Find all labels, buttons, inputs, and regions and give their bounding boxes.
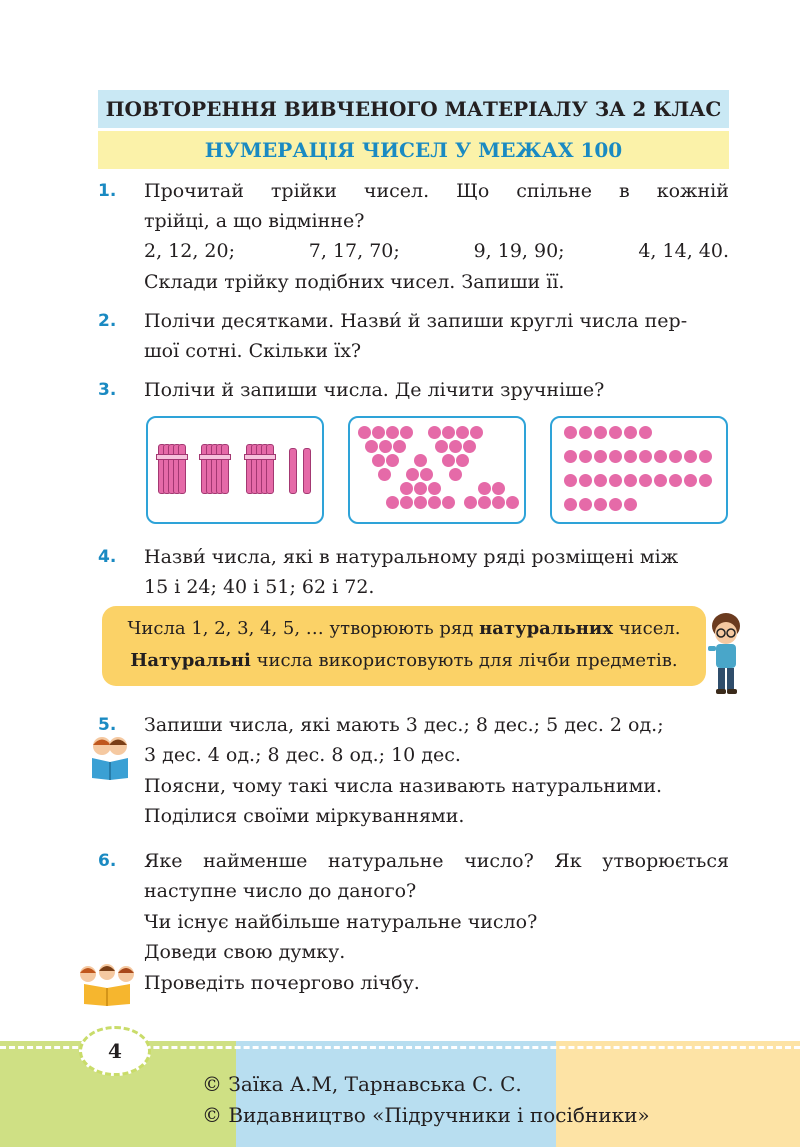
counting-dot [684, 450, 697, 463]
counting-dot [594, 474, 607, 487]
counting-dot [639, 474, 652, 487]
counting-dot [654, 450, 667, 463]
counting-dot [579, 474, 592, 487]
counting-dot [654, 474, 667, 487]
counting-stick [303, 448, 311, 494]
counting-dot [564, 474, 577, 487]
dots-groups-box [348, 416, 526, 524]
counting-dot [400, 482, 413, 495]
task-number: 4. [98, 547, 117, 567]
rule-text: Числа 1, 2, 3, 4, 5, … утворюють ряд натуральних чисел. [127, 618, 681, 639]
counting-dot [420, 468, 433, 481]
counting-dot [442, 426, 455, 439]
counting-dot [406, 468, 419, 481]
rule-box [102, 606, 706, 686]
page-number: 4 [79, 1026, 151, 1076]
counting-dot [492, 496, 505, 509]
task-text-line: Полічи й запиши числа. Де лічити зручніше? [144, 379, 605, 401]
counting-dot [414, 482, 427, 495]
rule-text: Натуральні числа використовують для лічби предметів. [130, 650, 678, 671]
triple: 7, 17, 70; [308, 240, 400, 262]
task-text-line: Поясни, чому такі числа називають натуральними. [144, 775, 663, 797]
counting-dot [669, 474, 682, 487]
counting-dot [579, 450, 592, 463]
counting-dot [624, 450, 637, 463]
counting-dot [470, 426, 483, 439]
task-text-line: шої сотні. Скільки їх? [144, 340, 362, 362]
task-text-line: Запиши числа, які мають 3 дес.; 8 дес.; 5 дес. 2 од.; [144, 714, 664, 736]
counting-dot [386, 454, 399, 467]
task-text-line: трійці, а що відмінне? [144, 210, 365, 232]
triple: 2, 12, 20; [144, 240, 236, 262]
counting-dot [400, 426, 413, 439]
counting-dot [624, 426, 637, 439]
task-number: 1. [98, 181, 117, 201]
counting-dot [624, 474, 637, 487]
task-number: 5. [98, 715, 117, 735]
task-text-line: Яке найменше натуральне число? Як утворюється [144, 850, 729, 872]
counting-dot [478, 482, 491, 495]
copyright-authors: © Заїка А.М, Тарнавська С. С. [202, 1072, 522, 1096]
counting-dot [428, 496, 441, 509]
pair-work-icon [88, 734, 132, 780]
task-text-line: Прочитай трійки чисел. Що спільне в кожній [144, 180, 729, 202]
counting-dot [386, 426, 399, 439]
counting-dot [609, 498, 622, 511]
counting-dot [400, 496, 413, 509]
counting-dot [372, 426, 385, 439]
counting-dot [428, 426, 441, 439]
boy-character-icon [704, 612, 748, 696]
counting-stick [266, 444, 274, 494]
copyright-publisher: © Видавництво «Підручники і посібники» [202, 1103, 650, 1127]
counting-dot [378, 468, 391, 481]
counting-dot [442, 454, 455, 467]
counting-dot [639, 426, 652, 439]
task-text-line: Поділися своїми міркуваннями. [144, 805, 465, 827]
counting-dot [564, 426, 577, 439]
group-work-icon [76, 962, 138, 1006]
counting-dot [639, 450, 652, 463]
counting-dot [365, 440, 378, 453]
task-text-line: наступне число до даного? [144, 880, 417, 902]
task-text-line: Полічи десятками. Назви́ й запиши круглі числа пер- [144, 310, 688, 332]
counting-dot [449, 468, 462, 481]
counting-dot [478, 496, 491, 509]
counting-dot [456, 454, 469, 467]
counting-dot [579, 498, 592, 511]
triple: 9, 19, 90; [473, 240, 565, 262]
counting-dot [386, 496, 399, 509]
counting-dot [435, 440, 448, 453]
task-text-line: Чи існує найбільше натуральне число? [144, 911, 538, 933]
counting-dot [609, 426, 622, 439]
sticks-box [146, 416, 324, 524]
counting-dot [579, 426, 592, 439]
counting-dot [699, 450, 712, 463]
page-title: ПОВТОРЕННЯ ВИВЧЕНОГО МАТЕРІАЛУ ЗА 2 КЛАС [98, 90, 729, 128]
task-number: 3. [98, 380, 117, 400]
counting-stick [178, 444, 186, 494]
counting-dot [684, 474, 697, 487]
task-number: 2. [98, 311, 117, 331]
counting-dot [358, 426, 371, 439]
counting-dot [609, 474, 622, 487]
counting-dot [594, 426, 607, 439]
counting-dot [506, 496, 519, 509]
task-text-line: 15 і 24; 40 і 51; 62 і 72. [144, 576, 375, 598]
counting-dot [428, 482, 441, 495]
counting-dot [669, 450, 682, 463]
task-text-line: 3 дес. 4 од.; 8 дес. 8 од.; 10 дес. [144, 744, 461, 766]
counting-dot [463, 440, 476, 453]
task-text-line: Склади трійку подібних чисел. Запиши її. [144, 271, 565, 293]
triple: 4, 14, 40. [638, 240, 729, 262]
counting-dot [442, 496, 455, 509]
bundle-band [244, 454, 276, 460]
counting-dot [564, 498, 577, 511]
counting-dot [464, 496, 477, 509]
counting-dot [594, 498, 607, 511]
task-number: 6. [98, 851, 117, 871]
task-text-line: Назви́ числа, які в натуральному ряді розміщені між [144, 546, 679, 568]
counting-stick [289, 448, 297, 494]
counting-dot [393, 440, 406, 453]
counting-dot [492, 482, 505, 495]
bundle-band [199, 454, 231, 460]
counting-dot [372, 454, 385, 467]
counting-dot [624, 498, 637, 511]
counting-dot [609, 450, 622, 463]
counting-dot [379, 440, 392, 453]
counting-dot [699, 474, 712, 487]
section-title: НУМЕРАЦІЯ ЧИСЕЛ У МЕЖАХ 100 [98, 131, 729, 169]
counting-dot [414, 454, 427, 467]
counting-dot [456, 426, 469, 439]
bundle-band [156, 454, 188, 460]
number-triples [144, 236, 729, 267]
dots-rows-box [550, 416, 728, 524]
footer-band [556, 1041, 800, 1147]
counting-dot [594, 450, 607, 463]
counting-dot [449, 440, 462, 453]
counting-dot [564, 450, 577, 463]
counting-stick [221, 444, 229, 494]
task-text-line: Доведи свою думку. [144, 941, 346, 963]
task-text-line: Проведіть почергово лічбу. [144, 972, 420, 994]
counting-dot [414, 496, 427, 509]
